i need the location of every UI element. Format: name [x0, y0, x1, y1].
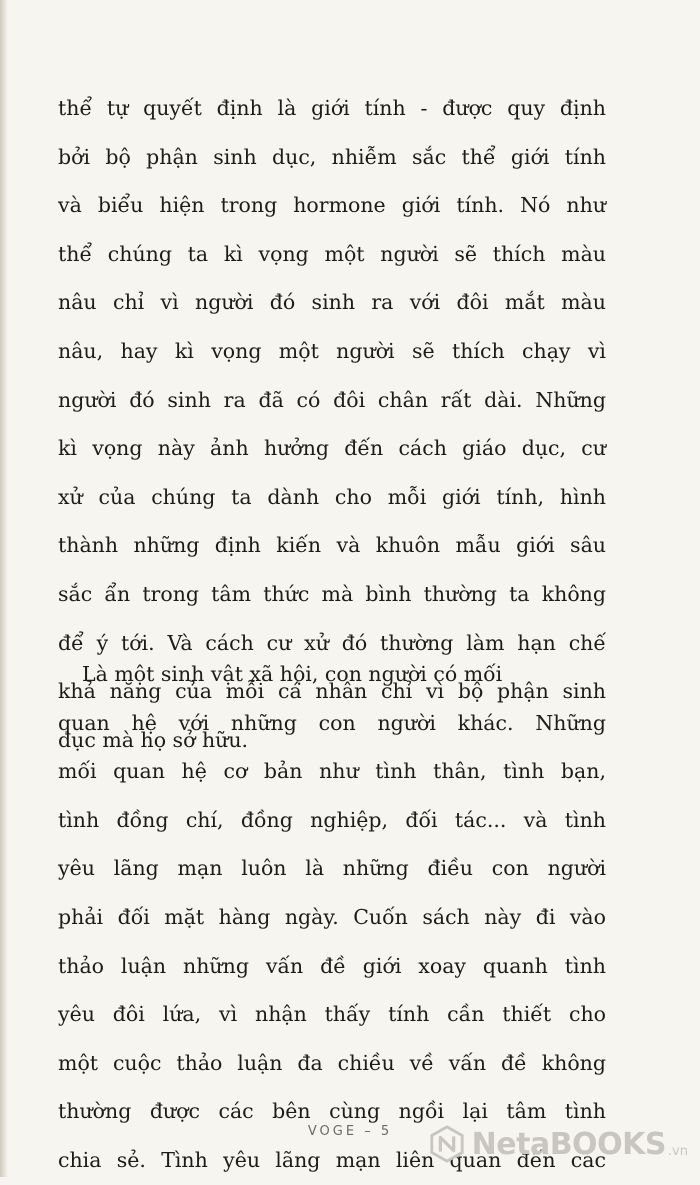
text-line: kì vọng này ảnh hưởng đến cách giáo dục, cư [58, 436, 606, 461]
text-line: nâu, hay kì vọng một người sẽ thích chạy vì [58, 338, 606, 363]
text-line: một cuộc thảo luận đa chiều về vấn đề không [58, 1050, 606, 1075]
netabooks-logo-icon [428, 1125, 466, 1163]
text-line: thảo luận những vấn đề giới xoay quanh tình [58, 953, 606, 978]
text-line: chia sẻ. Tình yêu lãng mạn liên quan đến các [58, 1147, 606, 1172]
page-footer: VOGE – 5 [307, 1124, 393, 1139]
paragraph-2 [58, 650, 606, 1185]
text-line: nâu chỉ vì người đó sinh ra với đôi mắt màu [58, 290, 606, 315]
text-line: khả năng của mỗi cá nhân chỉ vì bộ phận sinh [58, 679, 606, 704]
text-line: Là một sinh vật xã hội, con người có mối [82, 662, 503, 686]
text-line: thể tự quyết định là giới tính - được quy định [58, 96, 606, 120]
text-line: tình đồng chí, đồng nghiệp, đối tác... và tình [58, 807, 606, 832]
text-line: thường được các bên cùng ngồi lại tâm tình [58, 1099, 606, 1124]
text-line: để ý tới. Và cách cư xử đó thường làm hạn chế [58, 630, 606, 655]
text-line: yêu đôi lứa, vì nhận thấy tính cần thiết cho [58, 1002, 606, 1027]
watermark-brand: NetaBOOKS [471, 1126, 666, 1162]
text-line: người đó sinh ra đã có đôi chân rất dài. Những [58, 387, 606, 412]
text-line: dục mà họ sở hữu. [58, 727, 249, 752]
text-line: mối quan hệ cơ bản như tình thân, tình bạn, [58, 759, 606, 784]
text-line: xử của chúng ta dành cho mỗi giới tính, hình [58, 484, 606, 509]
watermark [428, 1125, 688, 1163]
text-line: và biểu hiện trong hormone giới tính. Nó như [58, 193, 606, 218]
text-line: bởi bộ phận sinh dục, nhiễm sắc thể giới tính [58, 144, 606, 169]
text-line: thành những định kiến và khuôn mẫu giới sâu [58, 533, 606, 558]
text-line: sắc ẩn trong tâm thức mà bình thường ta không [58, 581, 606, 606]
text-line: phải đối mặt hàng ngày. Cuốn sách này đi vào [58, 904, 606, 929]
page-gutter-shadow [0, 0, 8, 1177]
text-line: thể chúng ta kì vọng một người sẽ thích màu [58, 241, 606, 266]
text-line: yêu lãng mạn luôn là những điều con người [58, 856, 606, 881]
text-line: quan hệ với những con người khác. Những [58, 710, 606, 735]
watermark-suffix: .vn [667, 1143, 688, 1159]
